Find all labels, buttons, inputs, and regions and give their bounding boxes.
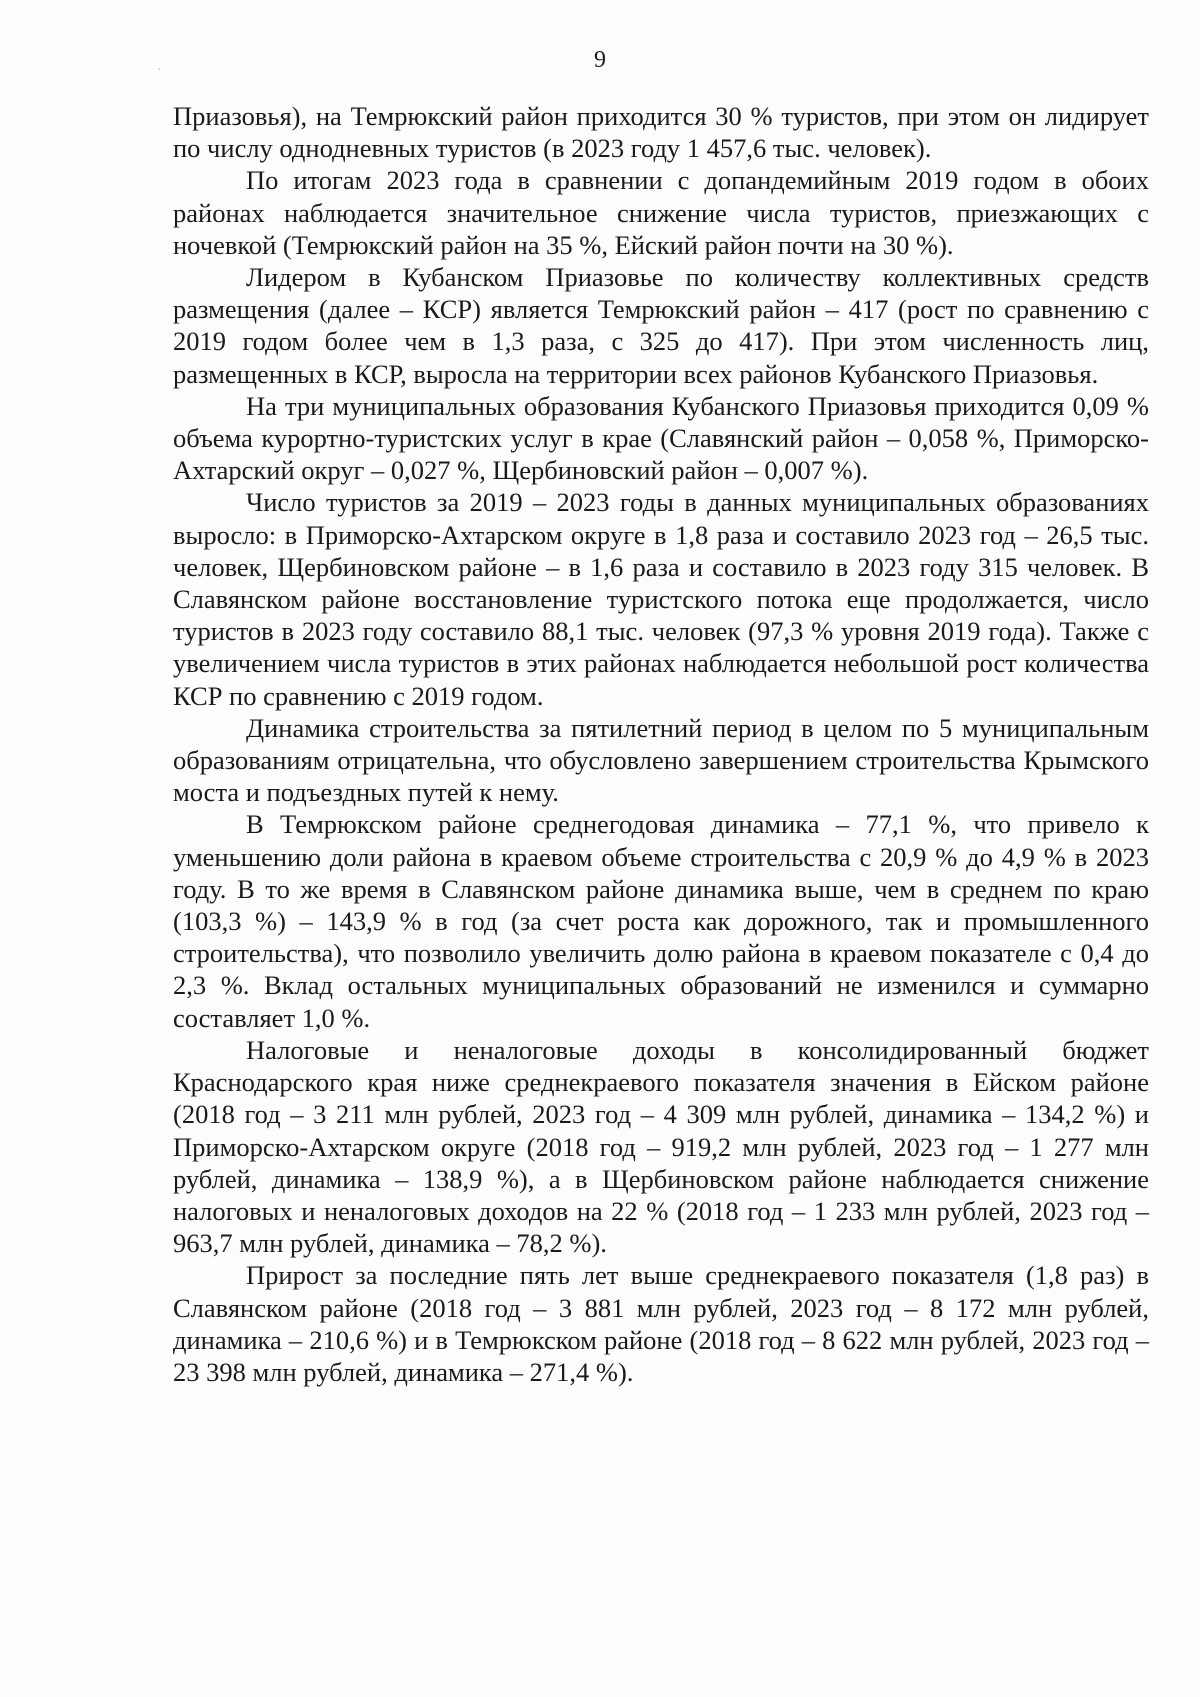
document-body bbox=[173, 100, 1149, 1388]
paragraph-7: В Темрюкском районе среднегодовая динамика – 77,1 %, что привело к уменьшению доли района в краевом объеме строительства с 20,9 % до 4,9 % в 2023 году. В то же время в Славянском районе динамика выше, чем в среднем по краю (103,3 %) – 143,9 % в год (за счет роста как дорожного, так и промышленного строительства), что позволило увеличить долю района в краевом показателе с 0,4 до 2,3 %. Вклад остальных муниципальных образований не изменился и суммарно составляет 1,0 %. bbox=[173, 809, 1149, 1033]
paragraph-4: На три муниципальных образования Кубанского Приазовья приходится 0,09 % объема курортно-туристских услуг в крае (Славянский район – 0,058 %, Приморско-Ахтарский округ – 0,027 %, Щербиновский район – 0,007 %). bbox=[173, 390, 1149, 486]
paragraph-2: По итогам 2023 года в сравнении с допандемийным 2019 годом в обоих районах наблюдается значительное снижение числа туристов, приезжающих с ночевкой (Темрюкский район на 35 %, Ейский район почти на 30 %). bbox=[173, 165, 1149, 260]
paragraph-5: Число туристов за 2019 – 2023 годы в данных муниципальных образованиях выросло: в Приморско-Ахтарском округе в 1,8 раза и составило 2023 год – 26,5 тыс. человек, Щербиновском районе – в 1,6 раза и составило в 2023 году 315 человек. В Славянском районе восстановление туристского потока еще продолжается, число туристов в 2023 году составило 88,1 тыс. человек (97,3 % уровня 2019 года). Также с увеличением числа туристов в этих районах наблюдается небольшой рост количества КСР по сравнению с 2019 годом. bbox=[173, 487, 1149, 711]
paragraph-6: Динамика строительства за пятилетний период в целом по 5 муниципальным образованиям отрицательна, что обусловлено завершением строительства Крымского моста и подъездных путей к нему. bbox=[173, 712, 1149, 808]
paragraph-1: Приазовья), на Темрюкский район приходится 30 % туристов, при этом он лидирует по числу однодневных туристов (в 2023 году 1 457,6 тыс. человек). bbox=[173, 101, 1149, 164]
paragraph-9: Прирост за последние пять лет выше среднекраевого показателя (1,8 раз) в Славянском районе (2018 год – 3 881 млн рублей, 2023 год – 8 172 млн рублей, динамика – 210,6 %) и в Темрюкском районе (2018 год – 8 622 млн рублей, 2023 год – 23 398 млн рублей, динамика – 271,4 %). bbox=[173, 1260, 1149, 1387]
paragraph-8: Налоговые и неналоговые доходы в консолидированный бюджет Краснодарского края ниже среднекраевого показателя значения в Ейском районе (2018 год – 3 211 млн рублей, 2023 год – 4 309 млн рублей, динамика – 134,2 %) и Приморско-Ахтарском округе (2018 год – 919,2 млн рублей, 2023 год – 1 277 млн рублей, динамика – 138,9 %), а в Щербиновском районе наблюдается снижение налоговых и неналоговых доходов на 22 % (2018 год – 1 233 млн рублей, 2023 год – 963,7 млн рублей, динамика – 78,2 %). bbox=[173, 1034, 1149, 1259]
page-number: 9 bbox=[594, 47, 606, 73]
paragraph-3: Лидером в Кубанском Приазовье по количеству коллективных средств размещения (далее – КСР) является Темрюкский район – 417 (рост по сравнению с 2019 годом более чем в 1,3 раза, с 325 до 417). При этом численность лиц, размещенных в КСР, выросла на территории всех районов Кубанского Приазовья. bbox=[173, 262, 1149, 389]
